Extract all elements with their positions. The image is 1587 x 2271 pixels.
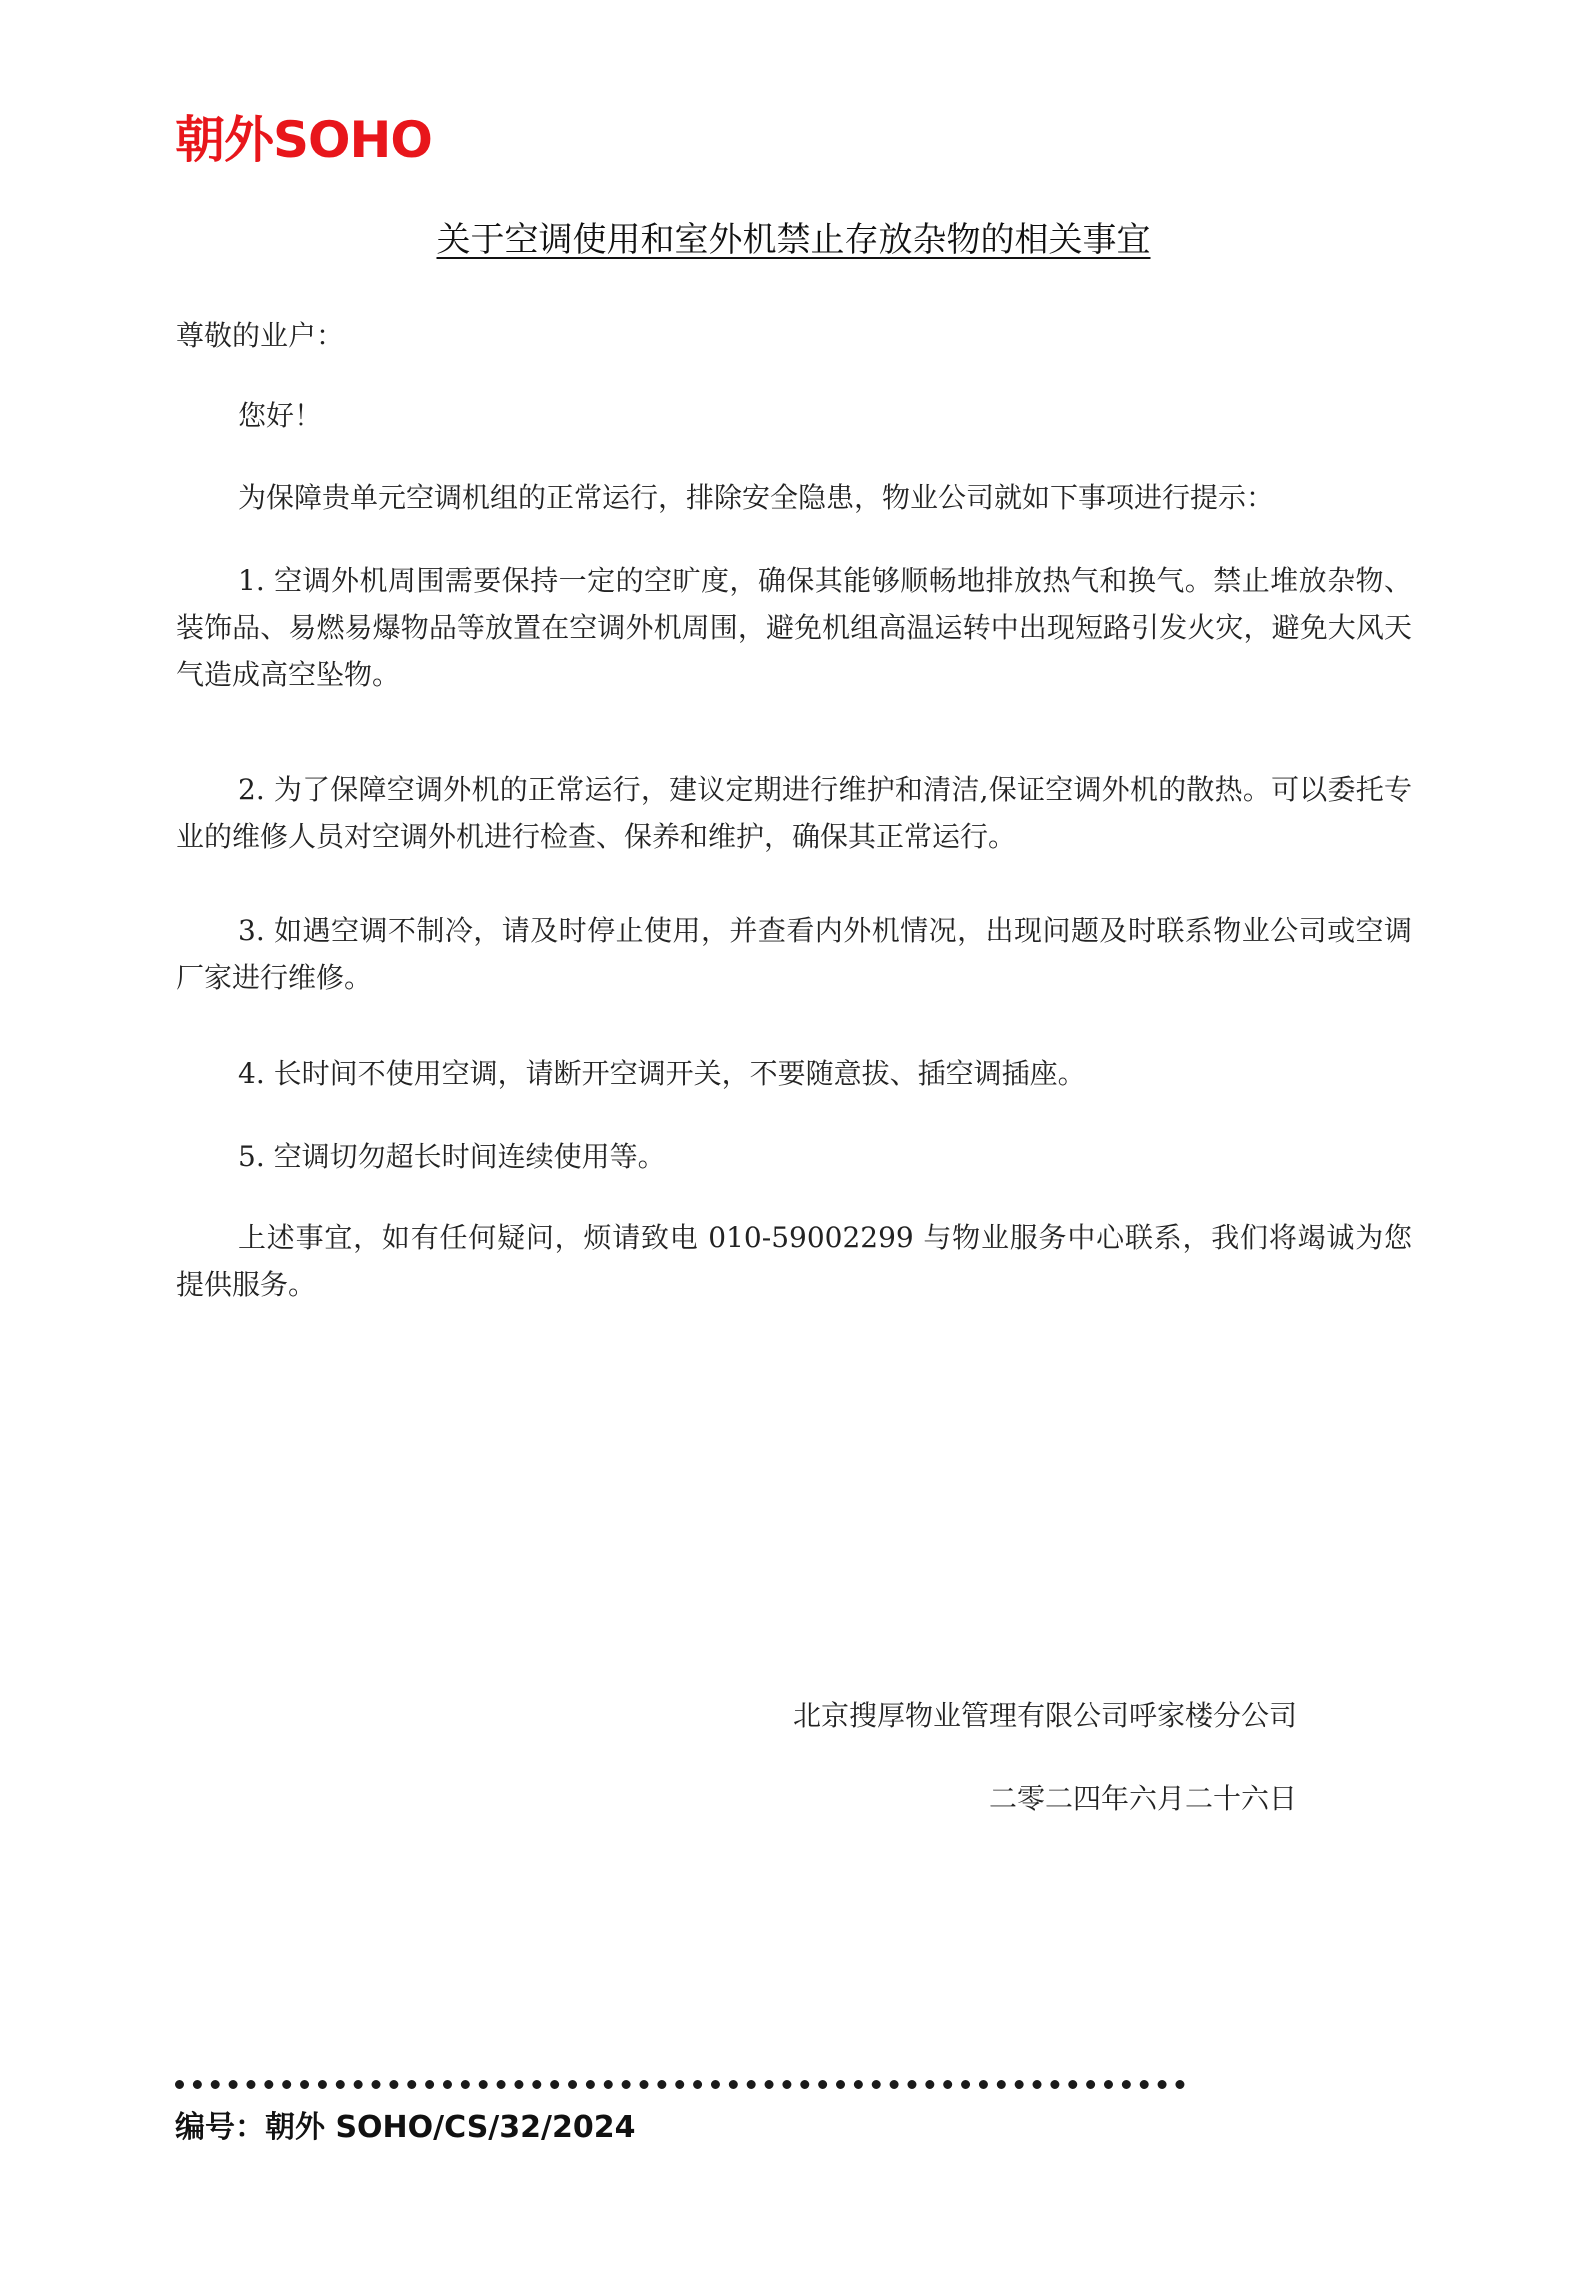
notice-item-4 (176, 1050, 1412, 1097)
notice-item-2 (176, 766, 1412, 860)
closing-text: 上述事宜，如有任何疑问，烦请致电 010-59002299 与物业服务中心联系，我们将竭诚为您提供服务。 (176, 1221, 1412, 1301)
salutation-text: 尊敬的业户： (176, 319, 345, 352)
notice-item-text: 3. 如遇空调不制冷，请及时停止使用，并查看内外机情况，出现问题及时联系物业公司或空调厂家进行维修。 (176, 914, 1412, 994)
document-number: 编号：朝外 SOHO/CS/32/2024 (175, 2110, 636, 2145)
intro (176, 474, 1412, 521)
logo: 朝外SOHO (175, 111, 432, 169)
greeting-text: 您好！ (238, 399, 323, 432)
greeting (176, 392, 1412, 439)
notice-item-1 (176, 557, 1412, 698)
notice-item-5 (176, 1133, 1412, 1180)
page-title: 关于空调使用和室外机禁止存放杂物的相关事宜 (436, 220, 1151, 260)
intro-text: 为保障贵单元空调机组的正常运行，排除安全隐患，物业公司就如下事项进行提示： (238, 481, 1275, 514)
closing (176, 1214, 1412, 1308)
notice-item-3 (176, 907, 1412, 1001)
salutation (176, 312, 1412, 359)
signature-date: 二零二四年六月二十六日 (988, 1782, 1297, 1815)
signature-company: 北京搜厚物业管理有限公司呼家楼分公司 (792, 1699, 1297, 1732)
footer-divider (175, 2080, 1185, 2089)
notice-item-text: 4. 长时间不使用空调，请断开空调开关，不要随意拔、插空调插座。 (238, 1057, 1086, 1090)
notice-item-text: 1. 空调外机周围需要保持一定的空旷度，确保其能够顺畅地排放热气和换气。禁止堆放杂物、装饰品、易燃易爆物品等放置在空调外机周围，避免机组高温运转中出现短路引发火灾，避免大风天气造成高空坠物。 (176, 564, 1412, 691)
notice-item-text: 5. 空调切勿超长时间连续使用等。 (238, 1140, 666, 1173)
notice-item-text: 2. 为了保障空调外机的正常运行，建议定期进行维护和清洁,保证空调外机的散热。可以委托专业的维修人员对空调外机进行检查、保养和维护，确保其正常运行。 (176, 773, 1412, 853)
